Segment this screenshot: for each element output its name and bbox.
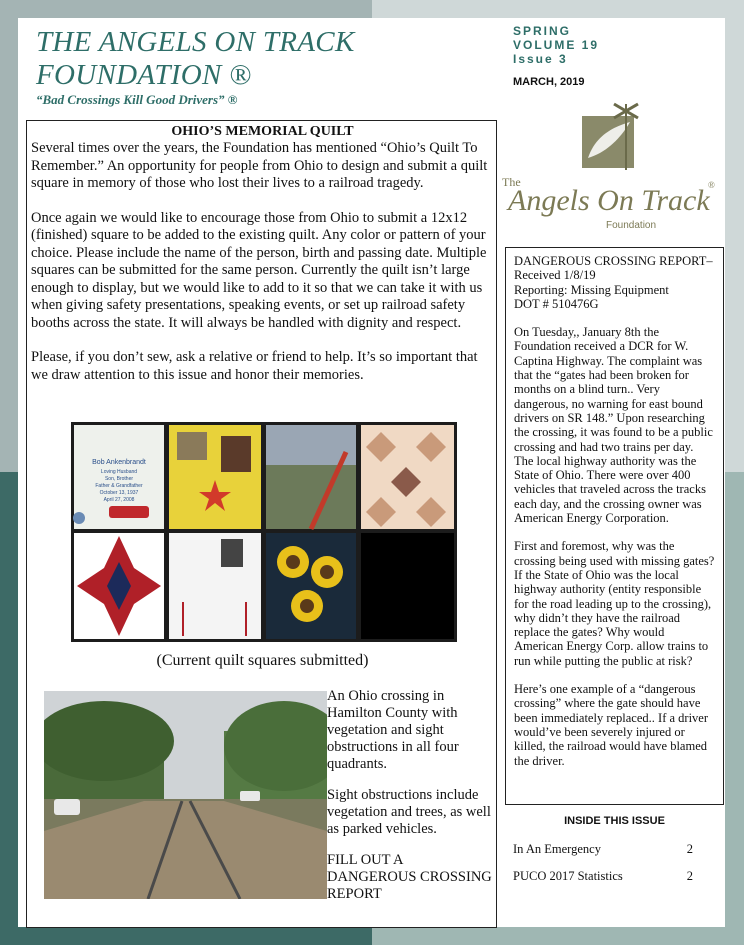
quilt-caption: (Current quilt squares submitted): [156, 652, 369, 669]
inside-this-issue-title: INSIDE THIS ISSUE: [564, 815, 665, 827]
quilt-square-line: Son, Brother: [104, 476, 134, 482]
quilt-square-line: October 13, 1937: [99, 490, 139, 496]
photo-caption-p1: An Ohio crossing in Hamilton County with vegetation and sight obstructions in all four quadrants.: [327, 688, 459, 772]
inside-item[interactable]: [513, 869, 693, 884]
article-body: [31, 140, 493, 401]
quilt-photo: [71, 422, 457, 642]
photo-caption-p3: FILL OUT A DANGEROUS CROSSING REPORT: [327, 852, 492, 902]
inside-item-page: 2: [686, 869, 693, 883]
report-header-line2: Reporting: Missing Equipment: [514, 282, 669, 297]
emblem-icon: [73, 512, 85, 524]
quilt-square-sunflowers: [266, 533, 356, 639]
quilt-square-line: Father & Grandfather: [95, 483, 143, 489]
photo-caption-p2: Sight obstructions include vegetation and trees, as well as parked vehicles.: [327, 787, 491, 837]
sunflower-center: [286, 555, 300, 569]
report-paragraph: First and foremost, why was the crossing being used with missing gates? If the State of Ohio was the local highway authority (entity responsible for the road leading up to the crossing), why didn’t they have the railroad replace the gates? Why would American Energy Corp. allow trains to run while putting the public at risk?: [514, 539, 715, 668]
dangerous-crossing-report-box: [505, 247, 724, 805]
article-title: OHIO’S MEMORIAL QUILT: [171, 124, 354, 139]
photo-patch: [177, 432, 207, 460]
masthead-title-line1: THE ANGELS ON TRACK: [36, 26, 355, 58]
quilt-square-line: April 27, 2008: [103, 497, 135, 503]
logo-registered-mark: ®: [708, 180, 715, 190]
inside-item[interactable]: [513, 842, 693, 857]
foundation-logo: [496, 100, 722, 240]
report-header-line1: DANGEROUS CROSSING REPORT– Received 1/8/19: [514, 254, 713, 283]
article-paragraph: Several times over the years, the Foundation has mentioned “Ohio’s Quilt To Remember.” An opportunity for people from Ohio to design and submit a quilt square in memory of those who lost their lives to a railroad tragedy.: [31, 140, 488, 191]
report-paragraph: On Tuesday,, January 8th the Foundation received a DCR for W. Captina Highway. The complaint was that the “gates had been broken for months on a blind turn.. Very dangerous, no warning for east bound drivers on SR 148.” Upon researching the crossing, it was found to be a public crossing and had two trains per day. The local highway authority was the State of Ohio. There were over 400 vehicles that traveled across the tracks each day, and the crossing owner was American Energy Corporation.: [514, 325, 713, 526]
inside-item-label: PUCO 2017 Statistics: [513, 869, 623, 883]
report-header: [514, 254, 715, 311]
photo-caption: [327, 688, 493, 917]
truck-icon: [109, 506, 149, 518]
logo-suffix: Foundation: [606, 220, 657, 231]
logo-name: Angels On Track: [508, 184, 710, 217]
parked-car-icon: [54, 799, 80, 815]
masthead-title-line2: FOUNDATION ®: [36, 59, 252, 91]
article-paragraph: Please, if you don’t sew, ask a relative or friend to help. It’s so important that we draw attention to this issue and honor their memories.: [31, 349, 478, 383]
logo-prefix: The: [502, 175, 521, 189]
issue-number: Issue 3: [513, 52, 568, 66]
issue-volume: VOLUME 19: [513, 38, 600, 52]
quilt-square-name: Bob Ankenbrandt: [92, 459, 146, 466]
report-header-line3: DOT # 510476G: [514, 296, 599, 311]
issue-date: MARCH, 2019: [513, 76, 585, 88]
issue-info: [513, 24, 713, 66]
inside-item-page: 2: [686, 842, 693, 856]
sunflower-center: [320, 565, 334, 579]
inside-item-label: In An Emergency: [513, 842, 601, 856]
quilt-square-empty: [361, 533, 454, 639]
sunflower-center: [300, 599, 314, 613]
quilt-square-line: Loving Husband: [100, 469, 138, 475]
issue-season: SPRING: [513, 24, 572, 38]
photo-patch: [221, 436, 251, 472]
railroad-crossing-photo: [44, 691, 327, 899]
masthead-title: [36, 26, 476, 92]
report-paragraph: Here’s one example of a “dangerous crossing” where the gate should have been immediately replaced.. If a driver would’ve been severely injured or killed, the railroad would have blamed the driver.: [514, 682, 709, 768]
masthead-tagline: “Bad Crossings Kill Good Drivers” ®: [36, 92, 238, 107]
article-paragraph: Once again we would like to encourage those from Ohio to submit a 12x12 (finished) square to be added to the existing quilt. Any color or pattern of your choice. Please include the name of the person, birth and passing date. Multiple squares can be submitted for the same person. Currently the quilt isn’t large enough to display, but we would like to add to it so that we can take it with us when giving safety presentations, speaking events, or set up railroad safety booths across the state. It will always be handled with dignity and respect.: [31, 209, 487, 331]
main-article-box: [26, 120, 497, 928]
parked-car-icon: [240, 791, 260, 801]
photo-patch: [221, 539, 243, 567]
